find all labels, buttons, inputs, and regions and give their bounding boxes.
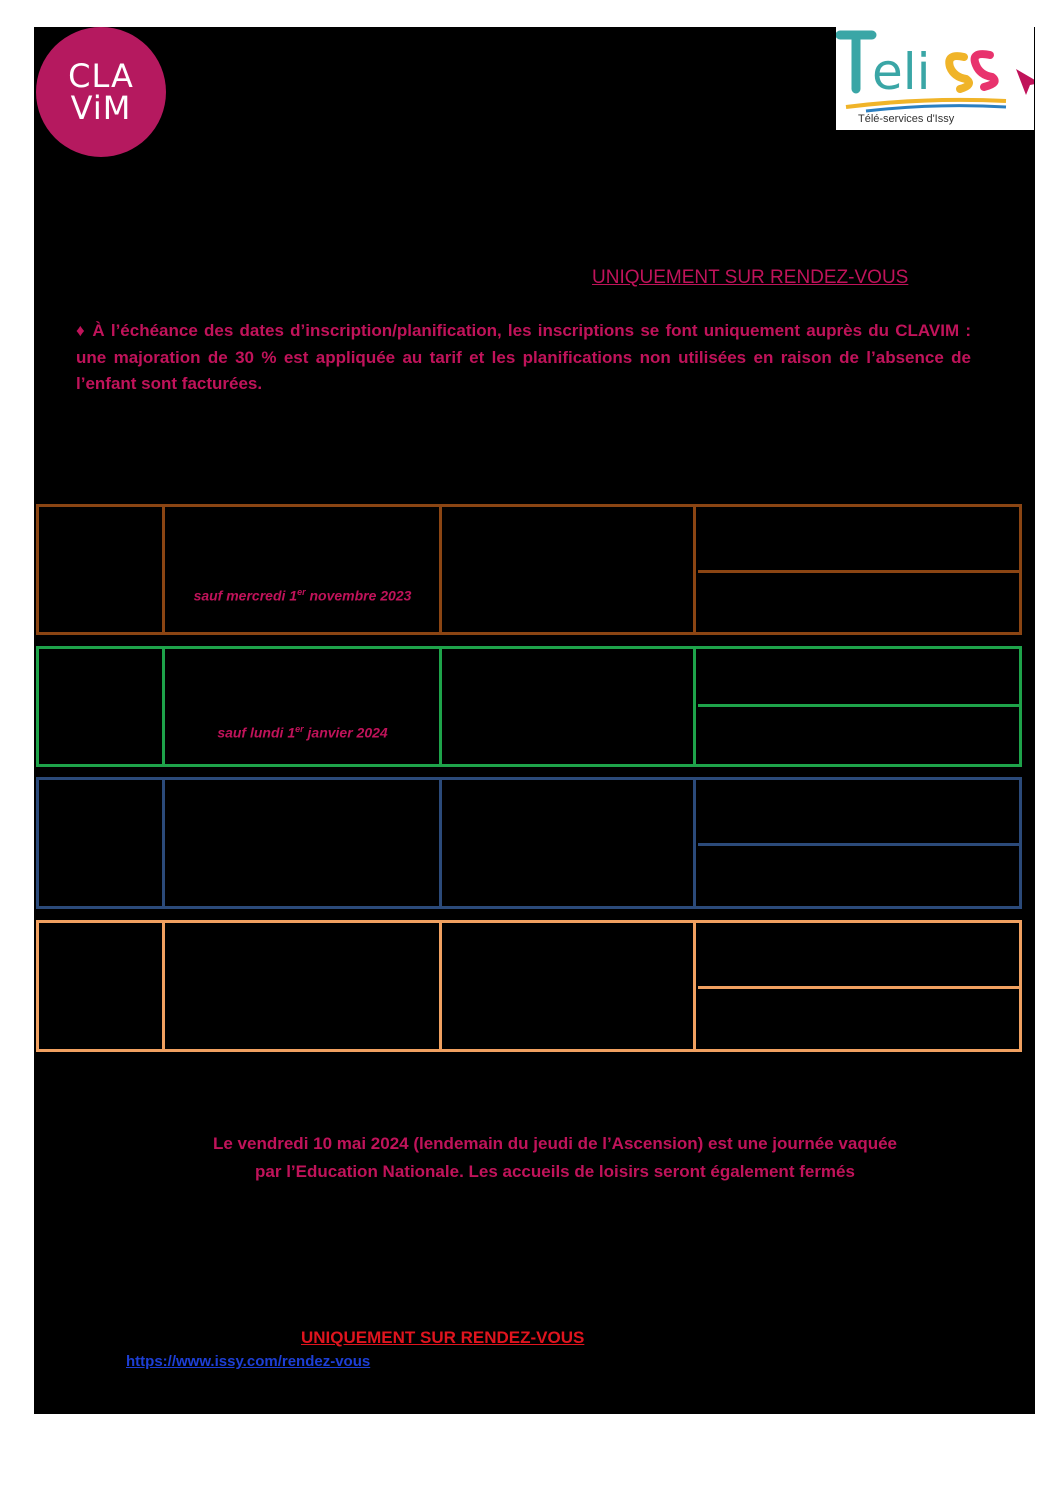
ascension-closure-notice [90, 1130, 1020, 1186]
column-divider [162, 923, 165, 1049]
column-divider [162, 507, 165, 632]
period-block-winter [36, 646, 1022, 767]
column-divider [693, 649, 696, 764]
column-divider [439, 649, 442, 764]
column-divider [693, 923, 696, 1049]
column-divider [693, 507, 696, 632]
row-divider [698, 986, 1019, 989]
column-divider [162, 780, 165, 906]
column-divider [439, 923, 442, 1049]
period-block-summer [36, 920, 1022, 1052]
telis-logo [836, 27, 1034, 130]
column-divider [439, 507, 442, 632]
closure-line-2: par l’Education Nationale. Les accueils de loisirs seront également fermés [255, 1162, 855, 1181]
column-divider [693, 780, 696, 906]
late-registration-notice: ♦ À l’échéance des dates d’inscription/planification, les inscriptions se font uniquement auprès du CLAVIM : une majoration de 30 % est appliquée au tarif et les planifications non utilisées en raison de l’absence de l’enfant sont facturées. [76, 321, 971, 393]
telis-wordmark-icon [836, 27, 1034, 117]
row-divider [698, 704, 1019, 707]
footer-appointment-heading: UNIQUEMENT SUR RENDEZ-VOUS [301, 1328, 585, 1347]
clavim-logo-line1: CLA [68, 57, 134, 95]
appointment-only-heading: UNIQUEMENT SUR RENDEZ-VOUS [592, 267, 909, 288]
clavim-logo-line2: ViM [70, 89, 132, 127]
period-block-spring [36, 777, 1022, 909]
column-divider [162, 649, 165, 764]
period-exception-note: sauf lundi 1er janvier 2024 [217, 724, 388, 741]
row-divider [698, 570, 1019, 573]
period-exception-note: sauf mercredi 1er novembre 2023 [193, 587, 412, 604]
telis-tagline: Télé-services d'Issy [858, 113, 955, 125]
period-block-autumn [36, 504, 1022, 635]
row-divider [698, 843, 1019, 846]
closure-line-1: Le vendredi 10 mai 2024 (lendemain du jeudi de l’Ascension) est une journée vaquée [213, 1134, 897, 1153]
clavim-logo [36, 27, 166, 157]
appointment-link[interactable]: https://www.issy.com/rendez-vous [126, 1353, 371, 1370]
column-divider [439, 780, 442, 906]
svg-text:eli: eli [872, 43, 931, 101]
